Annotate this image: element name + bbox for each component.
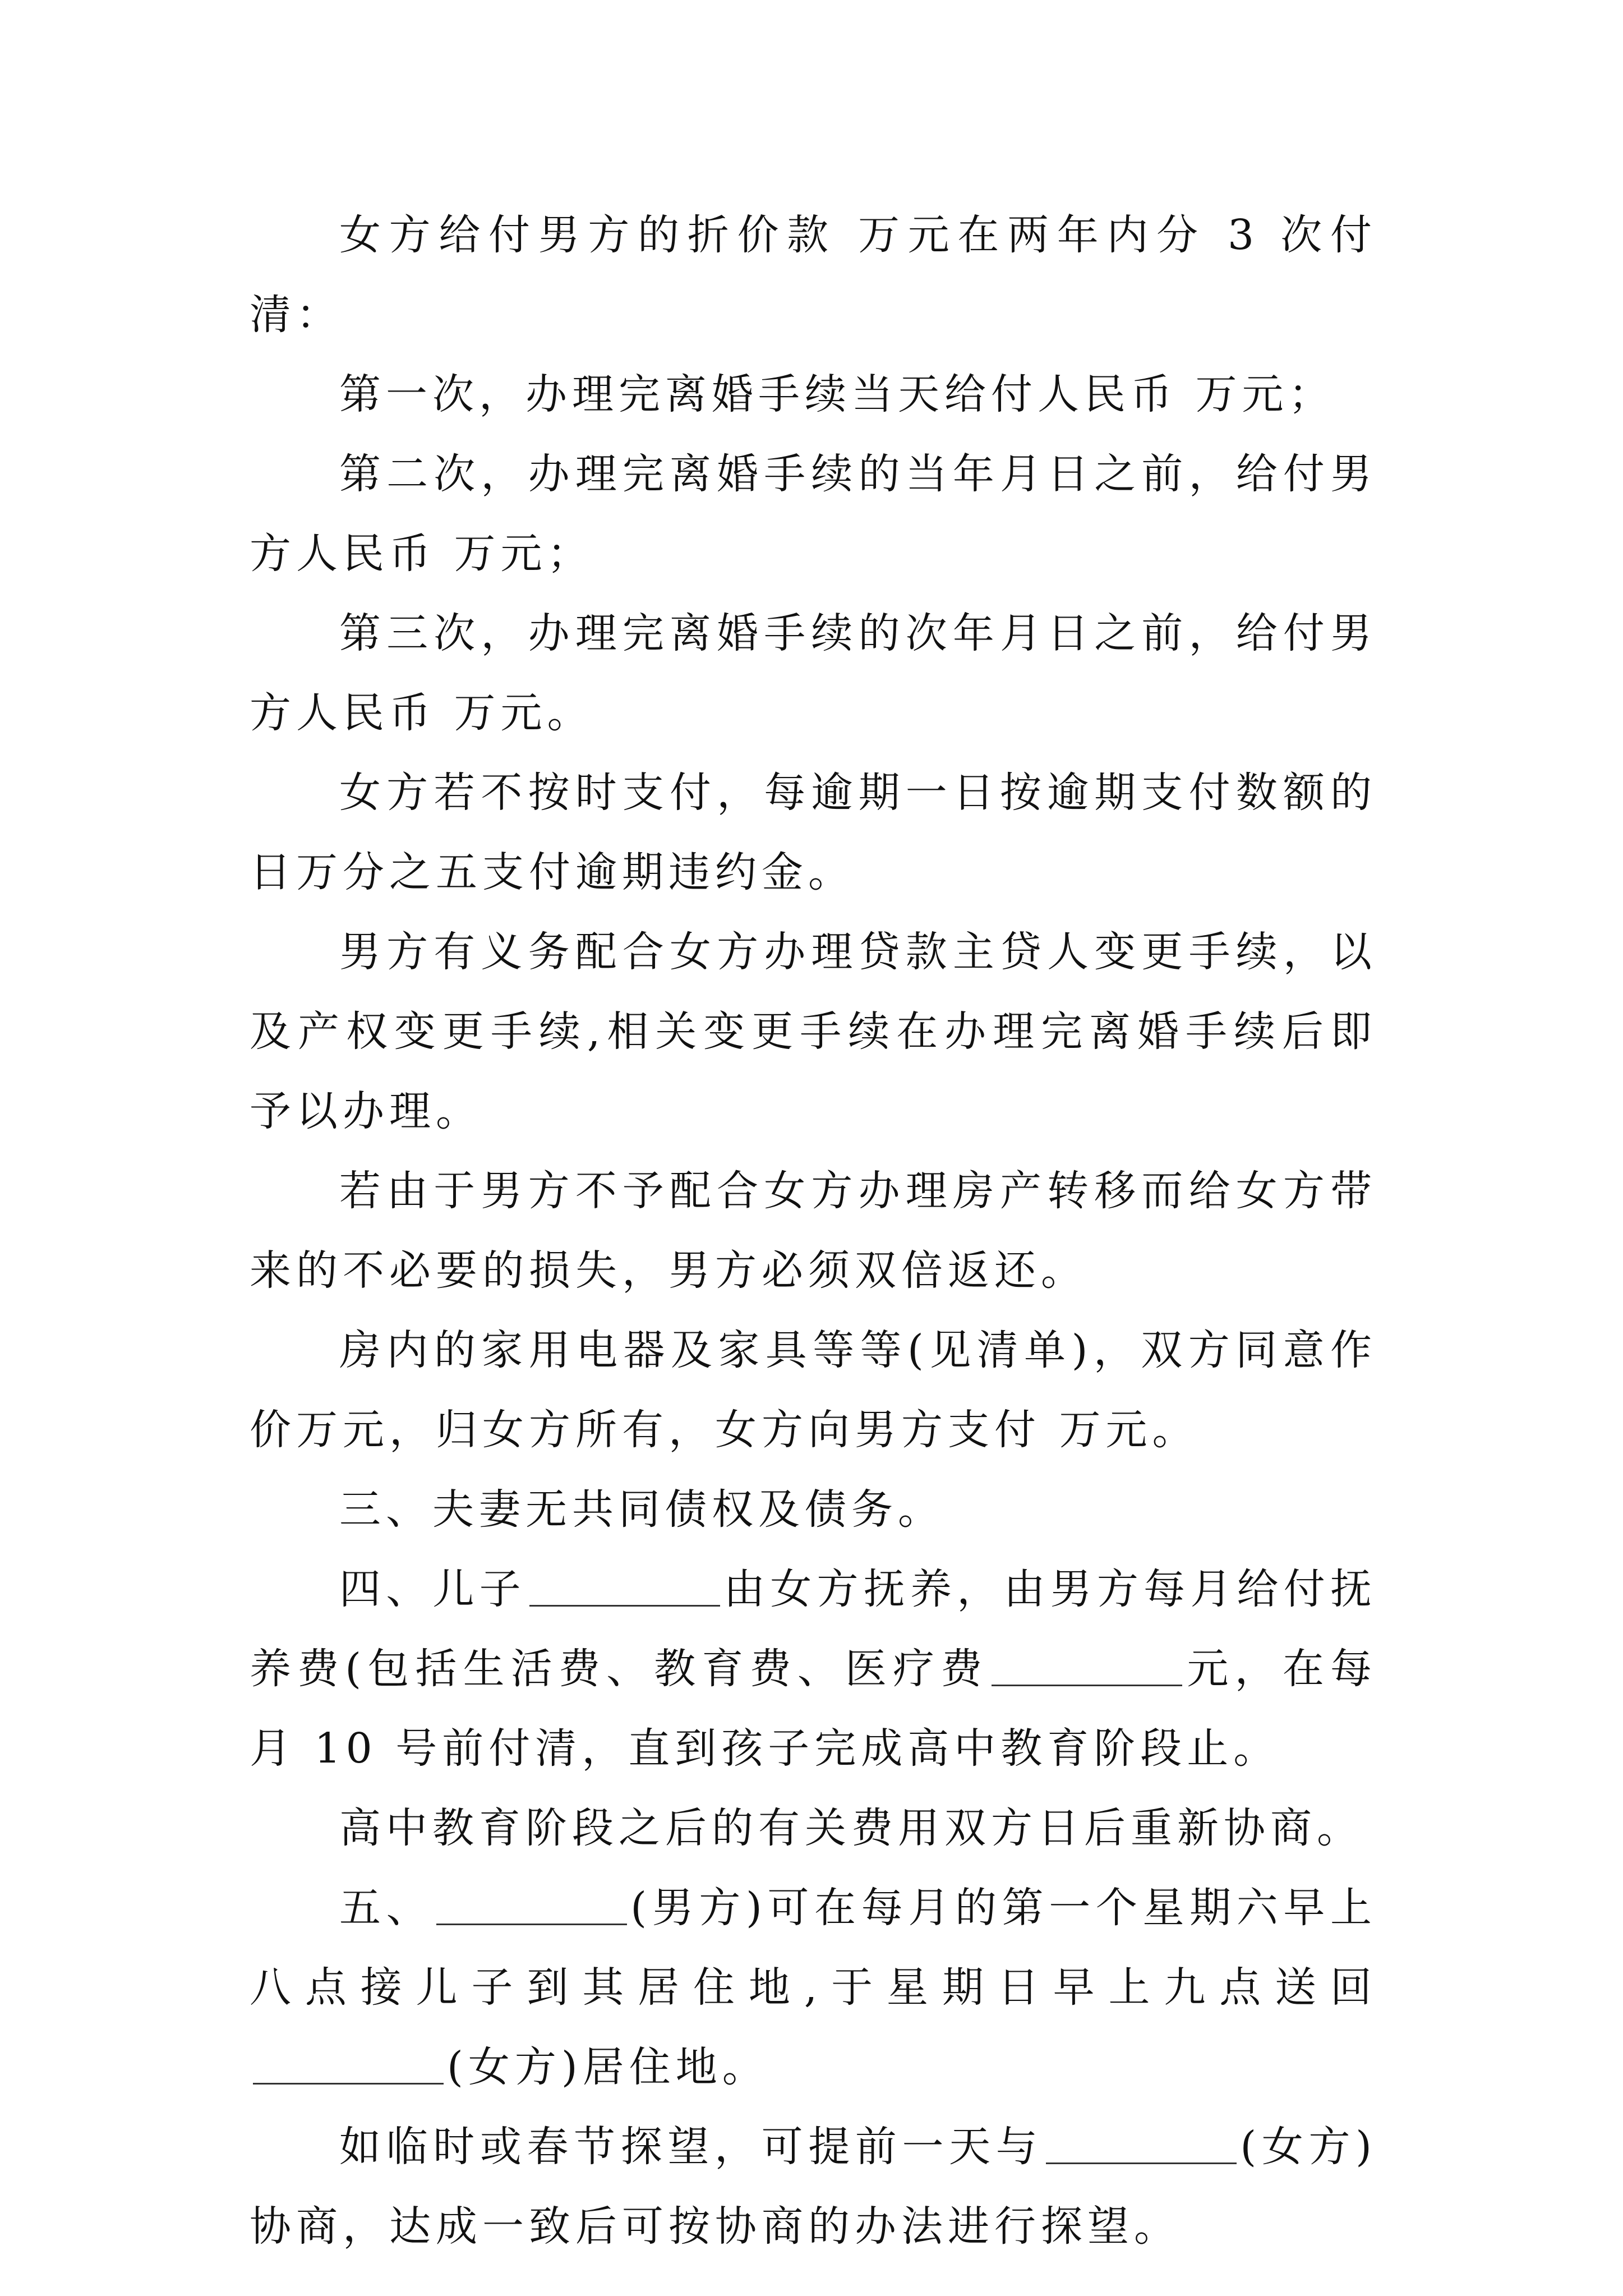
paragraph-text: 若由于男方不予配合女方办理房产转移而给女方带来的不必要的损失，男方必须双倍返还。 <box>250 1167 1377 1295</box>
fill-in-blank <box>992 1645 1182 1686</box>
paragraph <box>250 2107 1377 2266</box>
paragraph-text: (女方)协商，达成一致后可按协商的办法进行探望。 <box>250 2123 1377 2251</box>
paragraph-text: 男方有义务配合女方办理贷款主贷人变更手续，以及产权变更手续,相关变更手续在办理完离婚手续后即予以办理。 <box>250 928 1377 1135</box>
paragraph-text: 第一次，办理完离婚手续当天给付人民币 万元； <box>339 370 1335 418</box>
paragraph-text: 如临时或春节探望，可提前一天与 <box>339 2123 1043 2171</box>
fill-in-blank <box>253 2044 444 2085</box>
paragraph <box>250 1549 1377 1788</box>
paragraph <box>250 1310 1377 1470</box>
paragraph <box>250 912 1377 1151</box>
paragraph <box>250 1788 1377 1868</box>
paragraph-text: 女方给付男方的折价款 万元在两年内分 3 次付清： <box>250 211 1377 339</box>
paragraph-text: (男方)可在每月的第一个星期六早上八点接儿子到其居住地,于星期日早上九点送回 <box>250 1884 1377 2012</box>
fill-in-blank <box>436 1884 627 1925</box>
paragraph-text: 女方若不按时支付，每逾期一日按逾期支付数额的日万分之五支付逾期违约金。 <box>250 769 1377 896</box>
paragraph-text: 由女方抚养，由男方每月给付抚养费(包括生活费、教育费、医疗费 <box>250 1565 1377 1693</box>
paragraph <box>250 1470 1377 1549</box>
paragraph-text: 元，在每月 10 号前付清，直到孩子完成高中教育阶段止。 <box>250 1645 1377 1773</box>
paragraph <box>250 195 1377 355</box>
fill-in-blank <box>529 1566 720 1607</box>
paragraph-text: 第三次，办理完离婚手续的次年月日之前，给付男方人民币 万元。 <box>250 609 1377 737</box>
paragraph-text: 高中教育阶段之后的有关费用双方日后重新协商。 <box>339 1804 1363 1852</box>
paragraph-text: 第二次，办理完离婚手续的当年月日之前，给付男方人民币 万元； <box>250 450 1377 578</box>
paragraph <box>250 593 1377 753</box>
paragraph-text: 房内的家用电器及家具等等(见清单)，双方同意作价万元，归女方所有，女方向男方支付 万元。 <box>250 1326 1377 1454</box>
paragraph-text: 四、儿子 <box>339 1565 526 1613</box>
paragraph <box>250 355 1377 434</box>
paragraph <box>250 1868 1377 2107</box>
paragraph <box>250 1151 1377 1310</box>
paragraph-text: 五、 <box>339 1884 434 1932</box>
paragraph-text: 三、夫妻无共同债权及债务。 <box>339 1485 944 1534</box>
document-body <box>250 195 1377 2266</box>
paragraph <box>250 753 1377 912</box>
paragraph <box>250 434 1377 593</box>
paragraph-text: (女方)居住地。 <box>447 2043 769 2091</box>
fill-in-blank <box>1046 2123 1237 2164</box>
